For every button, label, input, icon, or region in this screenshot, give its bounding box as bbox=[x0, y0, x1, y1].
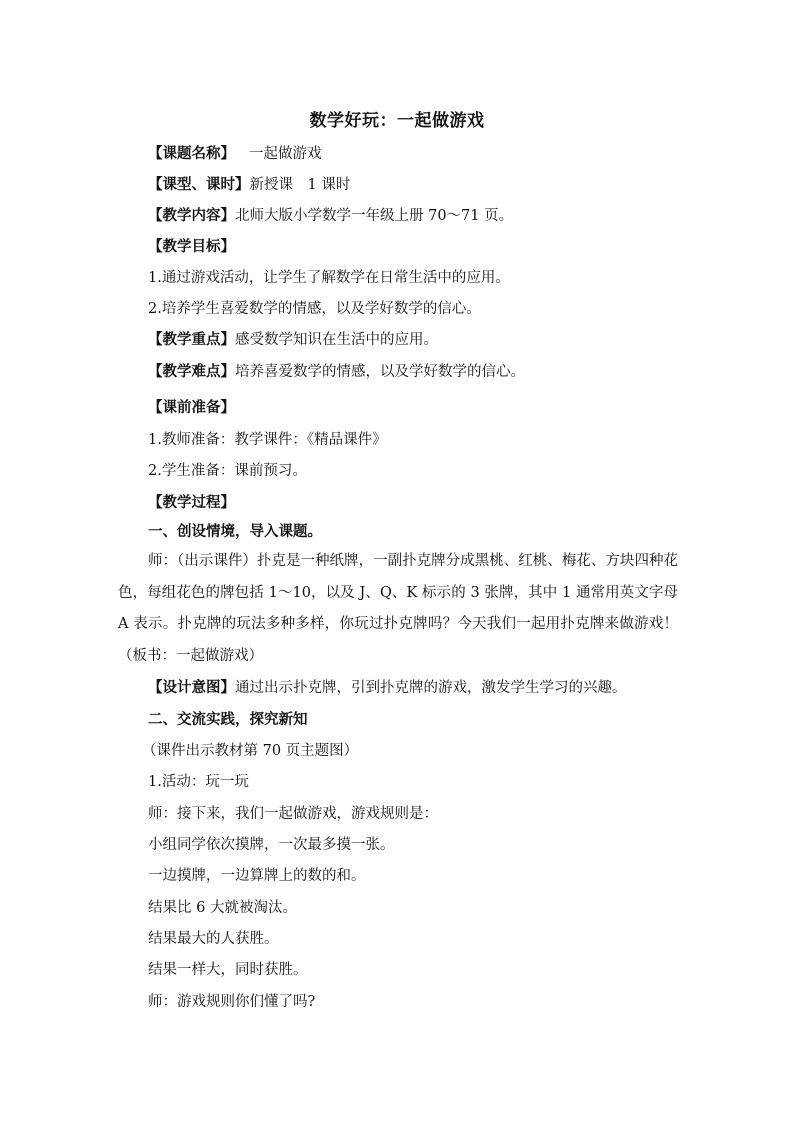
prep-item-2: 2.学生准备：课前预习。 bbox=[148, 463, 307, 479]
key-point-value: 感受数学知识在生活中的应用。 bbox=[235, 332, 438, 348]
difficulty-row bbox=[148, 362, 525, 382]
document-title: 数学好玩：一起做游戏 bbox=[309, 111, 485, 131]
goal-item-1: 1.通过游戏活动，让学生了解数学在日常生活中的应用。 bbox=[148, 270, 510, 286]
course-name-label: 【课题名称】 bbox=[148, 145, 235, 162]
section2-line-1: （课件出示教材第 70 页主题图） bbox=[142, 743, 359, 759]
design-intent-label: 【设计意图】 bbox=[148, 679, 235, 696]
content-value: 北师大版小学数学一年级上册 70～71 页。 bbox=[235, 208, 514, 224]
section2-line-2: 1.活动：玩一玩 bbox=[148, 774, 249, 790]
section2-heading: 二、交流实践，探究新知 bbox=[148, 711, 308, 728]
section2-line-3: 师：接下来，我们一起做游戏，游戏规则是： bbox=[148, 806, 438, 822]
section2-line-9: 师：游戏规则你们懂了吗? bbox=[148, 994, 316, 1010]
section1-paragraph: 师：（出示课件）扑克是一种纸牌，一副扑克牌分成黑桃、红桃、梅花、方块四种花色，每组花色的牌包括 1～10，以及 J、Q、K 标示的 3 张牌，其中 1 通常用英文字母 A 表示。扑克牌的玩法多种多样，你玩过扑克牌吗？今天我们一起用扑克牌来做游戏！（板书：一起做游戏） bbox=[118, 553, 678, 664]
difficulty-label: 【教学难点】 bbox=[148, 363, 235, 380]
design-intent-row bbox=[148, 678, 627, 698]
section2-line-8: 结果一样大，同时获胜。 bbox=[148, 962, 308, 978]
content-label: 【教学内容】 bbox=[148, 207, 235, 224]
section2-line-7: 结果最大的人获胜。 bbox=[148, 931, 279, 947]
goal-item-2: 2.培养学生喜爱数学的情感，以及学好数学的信心。 bbox=[148, 301, 481, 317]
goals-label: 【教学目标】 bbox=[148, 238, 235, 255]
prep-label: 【课前准备】 bbox=[148, 399, 235, 416]
section2-line-4: 小组同学依次摸牌，一次最多摸一张。 bbox=[148, 837, 395, 853]
course-name-row bbox=[148, 144, 322, 164]
difficulty-value: 培养喜爱数学的情感，以及学好数学的信心。 bbox=[235, 364, 525, 380]
course-type-value: 新授课 1 课时 bbox=[249, 177, 351, 193]
course-type-label: 【课型、课时】 bbox=[148, 176, 250, 193]
content-row bbox=[148, 206, 513, 226]
section1-heading: 一、创设情境，导入课题。 bbox=[148, 523, 322, 540]
key-point-label: 【教学重点】 bbox=[148, 331, 235, 348]
section2-line-6: 结果比 6 大就被淘汰。 bbox=[148, 900, 297, 916]
process-label: 【教学过程】 bbox=[148, 494, 235, 511]
section2-line-5: 一边摸牌，一边算牌上的数的和。 bbox=[148, 868, 366, 884]
course-name-value: 一起做游戏 bbox=[249, 146, 322, 162]
key-point-row bbox=[148, 330, 438, 350]
prep-item-1: 1.教师准备：教学课件：《精品课件》 bbox=[148, 432, 387, 448]
course-type-row bbox=[148, 175, 350, 195]
design-intent-value: 通过出示扑克牌，引到扑克牌的游戏，激发学生学习的兴趣。 bbox=[235, 680, 627, 696]
